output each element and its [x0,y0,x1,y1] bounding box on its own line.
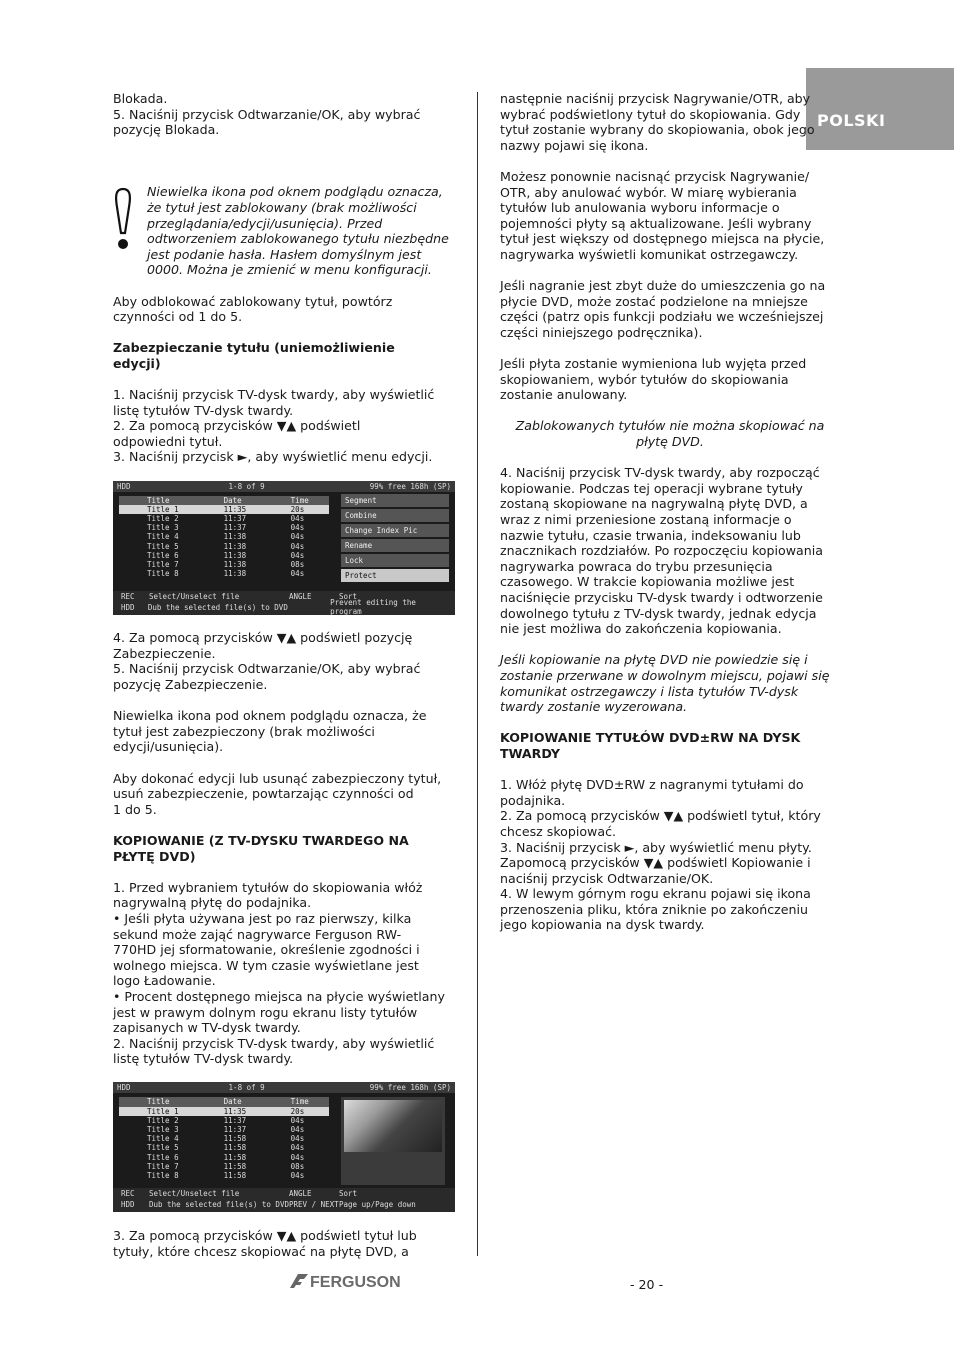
left-column [113,91,458,1275]
paragraph: 1. Włóż płytę DVD±RW z nagranymi tytułami do podajnika. 2. Za pomocą przycisków ▼▲ podświetl tytuł, który chcesz skopiować. 3. Naciśnij przycisk ►, aby wyświetlić menu płyty. Zapomocą przycisków ▼▲ podświetl Kopiowanie i naciśnij przycisk Odtwarzanie/OK. 4. W lewym górnym rogu ekranu pojawi się ikona przenoszenia pliku, która zniknie po zakończeniu jego kopiowania na dysk twardy. [500,777,821,933]
edit-menu [341,494,449,584]
warning-note [113,184,458,278]
paragraph: następnie naciśnij przycisk Nagrywanie/OTR, aby wybrać podświetlony tytuł do skopiowania. Gdy tytuł zostanie wybrany do skopiowania, obok jego nazwy pojawi się ikona. [500,91,815,153]
col-time: Time [290,495,309,505]
page-indicator: 1-8 of 9 [228,481,265,491]
title-list [119,1097,329,1180]
italic-note: Jeśli kopiowanie na płytę DVD nie powiedzie się i zostanie przerwane w dowolnym miejscu, pojawi się komunikat ostrzegawczy i lista tytułów TV-dysk twardy zostanie wyzerowana. [500,652,830,715]
table-row: Title 2 11:37 04s [147,514,305,524]
table-row: Title 6 11:58 04s [147,1152,305,1162]
title-list-screenshot [113,1082,455,1212]
language-tab-label: POLSKI [817,111,886,130]
table-row: Title 3 11:37 04s [147,523,305,533]
table-row: Title 7 11:38 08s [147,559,305,569]
brand-name: FERGUSON [310,1274,401,1291]
table-row: Title 4 11:58 04s [147,1134,305,1144]
free-space: 99% free 168h (SP) [369,1083,451,1093]
table-row: Title 5 11:38 04s [147,541,305,551]
key-legend: REC Select/Unselect file ANGLE Sort HDD Dub the selected file(s) to DVD Prevent editing the program [113,591,455,615]
section-heading: KOPIOWANIE TYTUŁÓW DVD±RW NA DYSK TWARDY [500,730,801,761]
table-row: Title 4 11:38 04s [147,532,305,542]
menu-item-change-index-pic: Change Index Pic [341,524,449,538]
paragraph: 2. Za pomocą przycisków ▼▲ podświetl odpowiedni tytuł. [113,418,361,449]
paragraph: Aby odblokować zablokowany tytuł, powtórz czynności od 1 do 5. [113,293,393,325]
col-title: Title [147,1097,170,1107]
table-row: Title 6 11:38 04s [147,550,305,560]
table-row: Title 5 11:58 04s [147,1143,305,1153]
col-date: Date [223,495,242,505]
page-indicator: 1-8 of 9 [228,1083,265,1093]
title-list [119,496,329,579]
free-space: 99% free 168h (SP) [369,481,451,491]
preview-window [341,1097,445,1185]
paragraph: Możesz ponownie nacisnąć przycisk Nagrywanie/ OTR, aby anulować wybór. W miarę wybierania tytułów lub anulowania wyboru informacje o pojemności płyty są aktualizowane. Jeśli wybrany tytuł jest większy od dostępnego miejsca na płycie, nagrywarka wyświetli komunikat ostrzegawczy. [500,168,825,262]
table-row: Title 1 11:35 20s [119,1107,329,1116]
right-column [500,91,840,949]
warning-text: Niewielka ikona pod oknem podglądu oznacza, że tytuł jest zablokowany (brak możliwości przeglądania/edycji/usunięcia). Przed odtworzeniem zablokowanego tytułu niezbędne jest podanie hasła. Hasłem domyślnym jest 0000. Można je zmienić w menu konfiguracji. [147,184,449,278]
column-divider [477,92,478,1256]
table-row: Title 3 11:37 04s [147,1125,305,1135]
table-row: Title 7 11:58 08s [147,1161,305,1171]
table-row: Title 8 11:38 04s [147,569,305,579]
edit-menu-screenshot [113,481,455,615]
col-date: Date [223,1097,242,1107]
paragraph: Niewielka ikona pod oknem podglądu oznacza, że tytuł jest zabezpieczony (brak możliwości edycji/usunięcia). [113,708,427,755]
paragraph: Blokada. 5. Naciśnij przycisk Odtwarzanie/OK, aby wybrać pozycję Blokada. [113,91,421,138]
page-number: - 20 - [630,1277,664,1292]
paragraph: 4. Za pomocą przycisków ▼▲ podświetl pozycję Zabezpieczenie. 5. Naciśnij przycisk Odtwarzanie/OK, aby wybrać pozycję Zabezpieczenie. [113,630,421,693]
col-time: Time [290,1097,309,1107]
paragraph: Jeśli płyta zostanie wymieniona lub wyjęta przed skopiowaniem, wybór tytułów do skopiowania zostanie anulowany. [500,356,807,403]
table-row: Title 8 11:58 04s [147,1170,305,1180]
menu-item-segment: Segment [341,494,449,508]
exclamation-icon [113,187,133,253]
section-heading: Zabezpieczanie tytułu (uniemożliwienie edycji) [113,340,395,371]
source-label: HDD [117,481,131,491]
source-label: HDD [117,1083,131,1093]
menu-item-protect: Protect [341,569,449,583]
paragraph: 3. Za pomocą przycisków ▼▲ podświetl tytuł lub tytuły, które chcesz skopiować na płytę DVD, a [113,1228,417,1259]
menu-item-combine: Combine [341,509,449,523]
paragraph: 3. Naciśnij przycisk ►, aby wyświetlić menu edycji. [113,449,433,465]
paragraph: 1. Naciśnij przycisk TV-dysk twardy, aby wyświetlić listę tytułów TV-dysk twardy. [113,387,435,418]
key-legend: REC Select/Unselect file ANGLE Sort HDD Dub the selected file(s) to DVD PREV / NEXT Page up/Page down [113,1188,455,1212]
paragraph: 1. Przed wybraniem tytułów do skopiowania włóż nagrywalną płytę do podajnika. • Jeśli płyta używana jest po raz pierwszy, kilka sekund może zająć nagrywarce Ferguson RW- 770HD jej sformatowanie, określenie zgodności i wolnego miejsca. W tym czasie wyświetlane jest logo Ładowanie. • Procent dostępnego miejsca na płycie wyświetlany jest w prawym dolnym rogu ekranu listy tytułów zapisanych w TV-dysk twardy. 2. Naciśnij przycisk TV-dysk twardy, aby wyświetlić listę tytułów TV-dysk twardy. [113,879,445,1067]
paragraph: Aby dokonać edycji lub usunąć zabezpieczony tytuł, usuń zabezpieczenie, powtarzając czynności od 1 do 5. [113,770,442,817]
paragraph: Jeśli nagranie jest zbyt duże do umieszczenia go na płycie DVD, może zostać podzielone na mniejsze części (patrz opis funkcji podziału we wcześniejszej części niniejszego podręcznika). [500,278,826,340]
section-heading: KOPIOWANIE (Z TV-DYSKU TWARDEGO NA PŁYTĘ DVD) [113,832,409,864]
table-row: Title 1 11:35 20s [119,505,329,514]
paragraph: 4. Naciśnij przycisk TV-dysk twardy, aby rozpocząć kopiowanie. Podczas tej operacji wybrane tytuły zostaną skopiowane na nagrywalną płytę DVD, a wraz z nimi przeniesione zostaną informacje o nazwie tytułu, czasie trwania, indeksowaniu lub znacznikach rozdziałów. Po rozpoczęciu kopiowania nagrywarka powraca do trybu przesunięcia czasowego. W trakcie kopiowania możliwe jest naciśnięcie przycisku TV-dysk twardy i odtworzenie dowolnego tytułu z TV-dysk twardy, jednak edycja nie jest możliwa do zakończenia kopiowania. [500,465,823,637]
ferguson-logo [288,1271,434,1295]
col-title: Title [147,495,170,505]
preview-image [344,1100,442,1152]
italic-note: Zablokowanych tytułów nie można skopiować na płytę DVD. [515,418,825,450]
menu-item-rename: Rename [341,539,449,553]
table-row: Title 2 11:37 04s [147,1115,305,1125]
menu-item-lock: Lock [341,554,449,568]
